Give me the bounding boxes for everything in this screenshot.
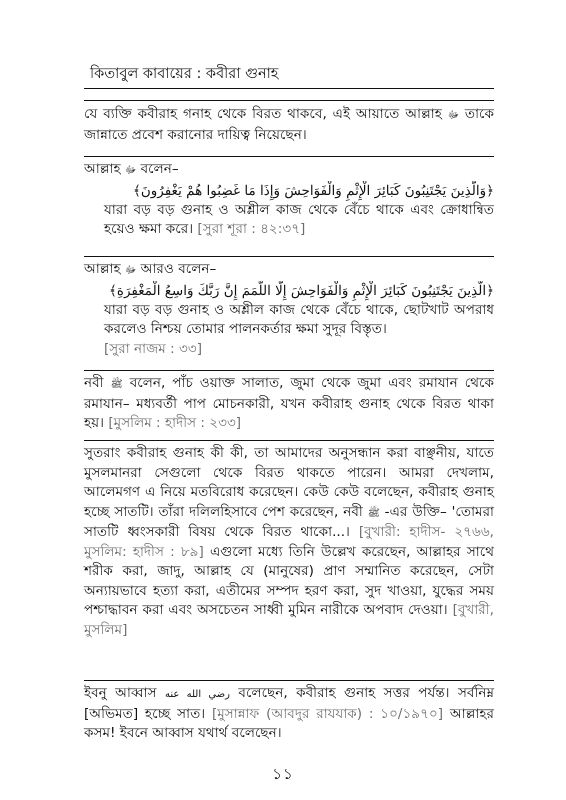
conclusion-paragraph: ইবনু আব্বাস رضي الله عنه বলেছেন, কবীরাহ গুনাহ সত্তর পর্যন্ত। সর্বনিম্ন [অভিমত] হচ্ছে সাত। [মুসান্নাফ (আবদুর রাযযাক) : ১০/১৯৭০] আল্লাহর কসম! ইবনে আব্বাস যথার্থ বলেছেন। <box>84 685 495 741</box>
section-rule <box>84 680 494 681</box>
verse-block-2 <box>84 256 494 359</box>
honorific-glyph: ﷻ <box>124 165 137 176</box>
conclusion-block <box>84 680 494 744</box>
section-rule <box>84 370 494 371</box>
page-number: ১১ <box>272 765 294 783</box>
conclusion-citation: [মুসান্নাফ (আবদুর রাযযাক) : ১০/১৯৭০] <box>211 705 444 722</box>
verse2-arabic: ﴿الَّذِينَ يَجْتَنِبُونَ كَبَائِرَ الْإِثْمِ وَالْفَوَاحِشَ إِلَّا اللَّمَمَ إِنَّ رَبَّكَ وَاسِعُ الْمَغْفِرَةِ﴾ <box>109 282 494 299</box>
verse2-citation: [সুরা নাজম : ৩৩] <box>104 340 202 357</box>
hadith-block <box>84 370 494 434</box>
honorific-glyph: ﷻ <box>124 265 137 276</box>
intro-paragraph <box>84 105 494 145</box>
honorific-glyph: رضي الله عنه <box>165 689 231 700</box>
section-rule <box>84 440 494 441</box>
honorific-glyph: ﷺ <box>110 379 123 390</box>
intro-text-1: যে ব্যক্তি কবীরাহ গনাহ থেকে বিরত থাকবে, এই আয়াতে আল্লাহ <box>84 106 442 122</box>
verse1-citation: [সুরা শূরা : ৪২:৩৭] <box>197 221 306 237</box>
verse2-translation: যারা বড় বড় গুনাহ ও অশ্লীল কাজ থেকে বেঁচে থাকে, ছোটখাট অপরাধ করলেও নিশ্চয় তোমার পালনকর্তার ক্ষমা সুদূর বিস্তৃত। <box>104 301 494 337</box>
hadith-citation: [মুসলিম : হাদীস : ২৩৩] <box>108 415 242 431</box>
honorific-glyph: ﷺ <box>367 507 380 519</box>
section-rule <box>84 100 494 101</box>
discussion-citation-2: [বুখারী, মুসলিম] <box>84 602 494 638</box>
intro-text-2: তাকে জান্নাতে প্রবেশ করানোর দায়িত্ব নিয়েছেন। <box>84 106 495 143</box>
discussion-citation-1: [বুখারী: হাদীস- ২৭৬৬, মুসলিম: হাদীস : ৮৯] <box>84 524 494 560</box>
verse2-speaker: আল্লাহ ﷻ আরও বলেন– <box>84 261 217 277</box>
verse1-translation: যারা বড় বড় গুনাহ ও অশ্লীল কাজ থেকে বেঁচে থাকে এবং ক্রোধান্বিত হয়েও ক্ষমা করে। [সুরা শূরা : ৪২:৩৭] <box>104 201 494 237</box>
discussion-block <box>84 440 494 640</box>
verse1-speaker: আল্লাহ ﷻ বলেন– <box>84 161 179 177</box>
hadith-paragraph: নবী ﷺ বলেন, পাঁচ ওয়াক্ত সালাত, জুমা থেকে জুমা এবং রমাযান থেকে রমাযান– মধ্যবর্তী পাপ মোচনকারী, যখন কবীরাহ গুনাহ থেকে বিরত থাকা হয়। [মুসলিম : হাদীস : ২৩৩] <box>84 375 494 431</box>
discussion-paragraph: সুতরাং কবীরাহ গুনাহ কী কী, তা আমাদের অনুসন্ধান করা বাঞ্ছনীয়, যাতে মুসলমানরা সেগুলো থেকে বিরত থাকতে পারেন। আমরা দেখলাম, আলেমগণ এ নিয়ে মতবিরোধ করেছেন। কেউ কেউ বলেছেন, কবীরাহ গুনাহ হচ্ছে সাতটি। তাঁরা দলিলহিসাবে পেশ করেছেন, নবী ﷺ -এর উক্তি– 'তোমরা সাতটি ধ্বংসকারী বিষয় থেকে বিরত থাকো...। [বুখারী: হাদীস- ২৭৬৬, মুসলিম: হাদীস : ৮৯] এগুলো মধ্যে তিনি উল্লেখ করেছেন, আল্লাহর সাথে শরীক করা, জাদু, আল্লাহ যে (মানুষের) প্রাণ সম্মানিত করেছেন, সেটা অন্যায়ভাবে হত্যা করা, এতীমের সম্পদ হরণ করা, সুদ খাওয়া, যুদ্ধের সময় পশ্চাদ্ধাবন করা এবং অসচেতন সাধ্বী মুমিন নারীকে অপবাদ দেওয়া। [বুখারী, মুসলিম] <box>84 445 495 638</box>
verse1-arabic: ﴿وَالَّذِينَ يَجْتَنِبُونَ كَبَائِرَ الْإِثْمِ وَالْفَوَاحِشَ وَإِذَا مَا غَضِبُوا هُمْ يَغْفِرُونَ﴾ <box>132 182 494 199</box>
verse-block-1 <box>84 156 494 240</box>
running-header: কিতাবুল কাবায়ের : কবীরা গুনাহ <box>90 66 279 82</box>
header-rule <box>84 88 494 89</box>
intro-block <box>84 100 494 145</box>
section-rule <box>84 256 494 257</box>
honorific-glyph: ﷻ <box>447 110 460 121</box>
section-rule <box>84 156 494 157</box>
